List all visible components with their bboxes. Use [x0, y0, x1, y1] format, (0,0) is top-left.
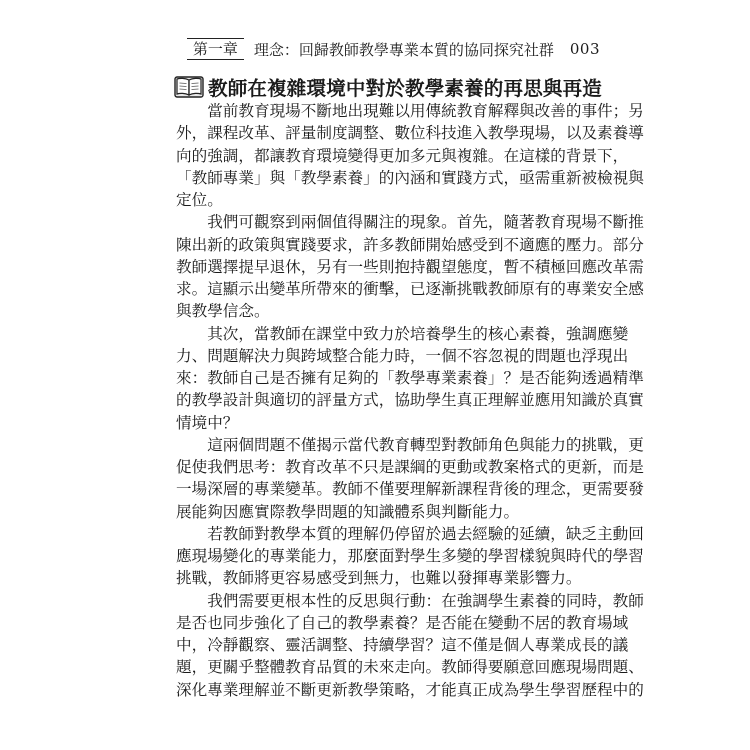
- text-line: 力、問題解決力與跨域整合能力時，一個不容忽視的問題也浮現出: [176, 346, 629, 365]
- text-line: 來：教師自己是否擁有足夠的「教學專業素養」？是否能夠透過精準: [176, 369, 644, 387]
- text-line: 「教師專業」與「教學素養」的內涵和實踐方式，亟需重新被檢視與: [176, 168, 644, 187]
- body-text: [176, 100, 644, 701]
- open-book-icon: [174, 74, 204, 100]
- text-line: 展能夠因應實際教學問題的知識體系與判斷能力。: [176, 502, 520, 521]
- text-line: 中，冷靜觀察、靈活調整、持續學習？這不僅是個人專業成長的議: [176, 636, 629, 654]
- text-line: 是否也同步強化了自己的教學素養？是否能在變動不居的教育場域: [176, 613, 629, 632]
- text-line: 深化專業理解並不斷更新教學策略，才能真正成為學生學習歷程中的: [176, 680, 644, 699]
- chapter-title: 理念：回歸教師教學專業本質的協同探究社群: [253, 40, 554, 59]
- text-line: 定位。: [176, 191, 223, 209]
- section-heading: [174, 72, 603, 102]
- text-line: 應現場變化的專業能力，那麼面對學生多變的學習樣貌與時代的學習: [176, 547, 644, 565]
- text-line: 促使我們思考：教育改革不只是課綱的更動或教案格式的更新，而是: [176, 458, 644, 476]
- text-line: 我們可觀察到兩個值得關注的現象。首先，隨著教育現場不斷推: [176, 213, 644, 232]
- text-line: 其次，當教師在課堂中致力於培養學生的核心素養，強調應變: [176, 324, 629, 343]
- text-line: 這兩個問題不僅揭示當代教育轉型對教師角色與能力的挑戰，更: [176, 435, 644, 454]
- text-line: 教師選擇提早退休，另有一些則抱持觀望態度，暫不積極回應改革需: [176, 257, 644, 276]
- text-line: 陳出新的政策與實踐要求，許多教師開始感受到不適應的壓力。部分: [176, 235, 644, 254]
- chapter-label: 第一章: [187, 38, 244, 60]
- section-heading-text: 教師在複雜環境中對於教學素養的再思與再造: [208, 77, 603, 100]
- text-line: 求。這顯示出變革所帶來的衝擊，已逐漸挑戰教師原有的專業安全感: [176, 280, 644, 298]
- text-line: 若教師對教學本質的理解仍停留於過去經驗的延續，缺乏主動回: [176, 524, 644, 543]
- text-line: 與教學信念。: [176, 302, 270, 321]
- running-header: [187, 38, 600, 60]
- text-line: 當前教育現場不斷地出現難以用傳統教育解釋與改善的事件；另: [176, 102, 644, 120]
- text-line: 我們需要更根本性的反思與行動：在強調學生素養的同時，教師: [176, 591, 644, 610]
- text-line: 挑戰，教師將更容易感受到無力，也難以發揮專業影響力。: [176, 569, 582, 588]
- text-line: 的教學設計與適切的評量方式，協助學生真正理解並應用知識於真實: [176, 391, 644, 410]
- text-line: 外，課程改革、評量制度調整、數位科技進入教學現場，以及素養導: [176, 124, 644, 143]
- text-line: 一場深層的專業變革。教師不僅要理解新課程背後的理念，更需要發: [176, 480, 644, 499]
- text-line: 情境中？: [176, 413, 239, 432]
- text-line: 向的強調，都讓教育環境變得更加多元與複雜。在這樣的背景下，: [176, 146, 629, 165]
- text-line: 題，更關乎整體教育品質的未來走向。教師得要願意回應現場問題、: [176, 658, 644, 677]
- page-number: 003: [569, 40, 600, 58]
